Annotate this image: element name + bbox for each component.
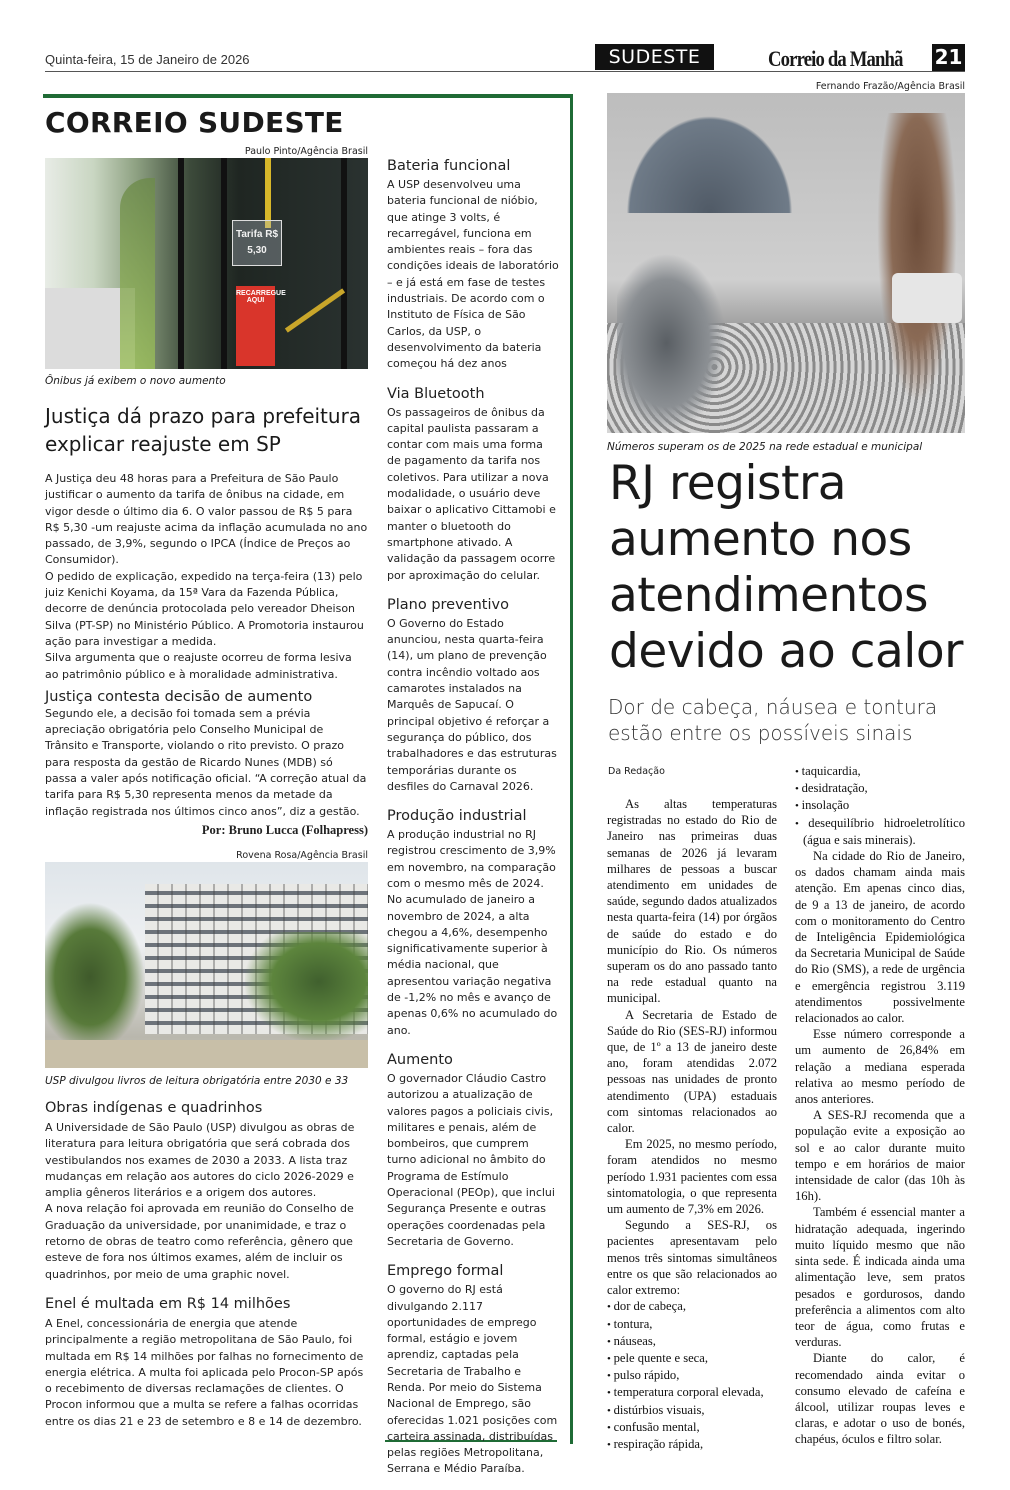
paragraph: Diante do calor, é recomendado ainda evitar o consumo elevado de cafeína e álcool, utilizar roupas leves e claras, e adotar o uso de bonés, chapéus, óculos e filtro solar. [795,1351,965,1447]
list-item: • temperatura corporal elevada, [607,1384,777,1401]
main-headline: RJ registra aumento nos atendimentos devido ao calor [609,456,963,679]
byline: Por: Bruno Lucca (Folhapress) [201,822,368,837]
subheading: Justiça contesta decisão de aumento [45,688,313,705]
list-item: • dor de cabeça, [607,1298,777,1315]
green-frame-top [43,94,573,98]
newspaper-logo: Correio da Manhã [768,46,903,71]
list-item: • distúrbios visuais, [607,1402,777,1419]
section-label: SUDESTE [595,44,714,70]
green-frame-right [570,94,573,1444]
list-item: • tontura, [607,1316,777,1333]
paragraph: A Justiça deu 48 horas para a Prefeitura de São Paulo justificar o aumento da tarifa de ônibus na cidade, em vigor desde o último dia 6. O valor passou de R$ 5 para R$ 5,30 -um reajuste acima da inflação acumulada no ano passado, de 3,9%, segundo o IPCA (Índice de Preços ao Consumidor). [45,472,368,567]
paragraph: A SES-RJ recomenda que a população evite a exposição ao sol e ao calor durante muito tempo e em horários de maior intensidade de calor (das 10h às 16h). [795,1108,965,1204]
list-item: • confusão mental, [607,1419,777,1436]
paragraph: Na cidade do Rio de Janeiro, os dados chamam ainda mais atenção. Em apenas cinco dias, de 9 a 13 de janeiro, de acordo com o monitoramento do Centro de Inteligência Epidemiológica da Secretaria Municipal de Saúde do Rio (SMS), a rede de urgência e emergência registrou 3.119 atendimentos possivelmente relacionados ao calor. [795,849,965,1026]
list-item: • náuseas, [607,1333,777,1350]
brief-text: O governador Cláudio Castro autorizou a atualização de valores pagos a policiais civis, militares e penais, além de bombeiros, que cumprem turno adicional no âmbito do Programa de Estímulo Operacional (PEOp), que inclui Segurança Presente e outras operações coordenadas pela Secretaria de Governo. [387,1071,555,1248]
paragraph: Segundo a SES-RJ, os pacientes apresentavam pelo menos três sintomas simultâneos entre os que são relacionados ao calor extremo: [607,1218,777,1298]
list-item: • pulso rápido, [607,1367,777,1384]
photo-credit: Fernando Frazão/Agência Brasil [815,81,965,92]
paragraph: Silva argumenta que o reajuste ocorreu de forma lesiva ao patrimônio público e à moralidade administrativa. [45,651,352,681]
brief [387,1051,559,1250]
symptom-list [795,763,965,848]
brief [387,157,559,373]
recharge-sticker: RECARREGUE AQUI [236,286,275,366]
paragraph: A nova relação foi aprovada em reunião do Conselho de Graduação da universidade, por unanimidade, e traz o retorno de obras de teatro como referência, gênero que esteve de fora nos últimos exames, além de incluir os quadrinhos, por meio de uma graphic novel. [45,1202,354,1281]
bus-photo [45,158,368,369]
list-item: • respiração rápida, [607,1436,777,1453]
paragraph: Em 2025, no mesmo período, foram atendidos no mesmo período 1.931 pacientes com essa sintomatologia, o que representa um aumento de 7,3% em 2026. [607,1137,777,1217]
brief-text: A produção industrial no RJ registrou crescimento de 3,9% em novembro, na comparação com o mesmo mês de 2024. No acumulado de janeiro a novembro de 2024, a alta chegou a 4,6%, desempenho significativamente superior à média nacional, que apresentou variação negativa de -1,2% no mês e avanço de apenas 0,6% no acumulado do ano. [387,828,558,1037]
brief [387,1262,559,1478]
paragraph: A Enel, concessionária de energia que atende principalmente a região metropolitana de São Paulo, foi multada em R$ 14 milhões por falhas no fornecimento de energia elétrica. A multa foi aplicada pelo Procon-SP após o recebimento de diversas reclamações de clientes. O Procon informou que a multa se refere a falhas ocorridas entre os dias 21 e 23 de setembro e 8 e 14 de dezembro. [45,1316,364,1428]
article-body [45,1099,368,1430]
paragraph: Segundo ele, a decisão foi tomada sem a prévia apreciação obrigatória pelo Conselho Municipal de Trânsito e Transporte, violando o rito previsto. O prazo para resposta da gestão de Ricardo Nunes (MDB) só passa a valer após notificação oficial. “A correção atual da tarifa para R$ 5,30 representa menos da metade da inflação registrada nos últimos cinco anos”, diz a gestão. [45,706,367,818]
subheading: Enel é multada em R$ 14 milhões [45,1295,291,1312]
fare-sign: Tarifa R$ 5,30 [232,220,282,266]
list-item: • desequilíbrio hidroeletrolítico (água e sais minerais). [795,815,965,848]
edition-date: Quinta-feira, 15 de Janeiro de 2026 [45,52,250,67]
headline-deck: Dor de cabeça, náusea e tontura estão entre os possíveis sinais [608,695,938,745]
paragraph: O pedido de explicação, expedido na terça-feira (13) pelo juiz Kenichi Koyama, da 15ª Vara da Fazenda Pública, decorre de denúncia protocolada pelo vereador Dheison Silva (PT-SP) no Ministério Público. A Promotoria instaurou ação para investigar a medida. [45,569,364,648]
brief [387,596,559,795]
paragraph: A Universidade de São Paulo (USP) divulgou as obras de literatura para leitura obrigatória que será cobrada dos vestibulandos nos exames de 2030 a 2033. A lista traz mudanças em relação aos autores do ciclo 2026-2029 e amplia gêneros literários e a origem dos autores. [45,1121,355,1200]
paragraph: Esse número corresponde a um aumento de 26,84% em relação a mediana esperada relativa ao mesmo período de anos anteriores. [795,1027,965,1107]
brief-text: A USP desenvolveu uma bateria funcional de nióbio, que atinge 3 volts, é recarregável, funciona em ambientes reais – fora das condições ideais de laboratório – e já está em fase de testes industriais. De acordo com o Instituto de Física de São Carlos, da USP, o desenvolvimento da bateria começou há dez anos [387,178,559,371]
list-item: • taquicardia, [795,763,965,780]
subheading: Obras indígenas e quadrinhos [45,1100,263,1116]
brief-title: Aumento [387,1051,453,1068]
paragraph: A Secretaria de Estado de Saúde do Rio (SES-RJ) informou que, de 1º a 13 de janeiro deste ano, foram atendidas 2.072 pessoas nas unidades de pronto atendimento (UPA) estaduais com sintomas relacionados ao calor. [607,1007,777,1136]
brief-title: Via Bluetooth [387,385,485,402]
paragraph: Também é essencial manter a hidratação adequada, ingerindo muito líquido mesmo que não sinta sede. É indicada ainda uma alimentação leve, sem pratos pesados e gordurosos, dando preferência a alimentos com alto teor de água, como frutas e verduras. [795,1205,965,1350]
brief-title: Bateria funcional [387,158,511,174]
paragraph: As altas temperaturas registradas no estado do Rio de Janeiro nas primeiras duas semanas de 2026 já levaram milhares de pessoas a buscar atendimento em unidades de saúde, segundo dados atualizados nesta quarta-feira (14) por órgãos de saúde do estado e do município do Rio. Os números superam os do ano passado tanto na rede estadual quanto na municipal. [607,797,777,1006]
author: Da Redação [608,766,665,777]
brief [387,385,559,584]
symptom-list [607,1298,777,1453]
umbrella [607,93,812,213]
article-headline: Justiça dá prazo para prefeitura explicar reajuste em SP [45,404,362,456]
photo-credit: Paulo Pinto/Agência Brasil [244,146,368,157]
brief-text: O Governo do Estado anunciou, nesta quarta-feira (14), um plano de prevenção contra incêndio voltado aos camarotes instalados na Marquês de Sapucaí. O principal objetivo é reforçar a segurança do público, dos trabalhadores e das estruturas temporárias durante os desfiles do Carnaval 2026. [387,616,557,793]
brief-title: Produção industrial [387,808,527,825]
photo-caption: Números superam os de 2025 na rede estadual e municipal [607,441,923,453]
list-item: • insolação [795,797,965,814]
list-item: • pele quente e seca, [607,1350,777,1367]
heat-photo [607,93,965,433]
photo-caption: USP divulgou livros de leitura obrigatória entre 2030 e 33 [45,1075,349,1087]
usp-building-photo [45,862,368,1068]
article-column-1 [607,796,777,1453]
page-number: 21 [932,44,965,71]
photo-credit: Rovena Rosa/Agência Brasil [236,850,368,861]
brief-title: Emprego formal [387,1263,504,1280]
brief-text: Os passageiros de ônibus da capital paulista passaram a contar com mais uma forma de pagamento da tarifa nos coletivos. Para utilizar a nova modalidade, o usuário deve baixar o aplicativo Cittamobi e manter o bluetooth do smartphone ativado. A validação da passagem ocorre por aproximação do celular. [387,405,556,582]
article-body [45,471,368,838]
photo-caption: Ônibus já exibem o novo aumento [45,375,226,387]
article-column-2 [795,763,965,1448]
section-kicker: CORREIO SUDESTE [45,106,344,139]
briefs-column [387,157,559,1490]
brief-title: Plano preventivo [387,596,509,613]
brief [387,807,559,1039]
list-item: • desidratação, [795,780,965,797]
brief-text: O governo do RJ está divulgando 2.117 oportunidades de emprego formal, estágio e jovem aprendiz, captadas pela Secretaria de Trabalho e Renda. Por meio do Sistema Nacional de Emprego, são oferecidas 1.021 posições com carteira assinada, distribuídas pelas regiões Metropolitana, Serrana e Médio Paraíba. [387,1283,558,1476]
